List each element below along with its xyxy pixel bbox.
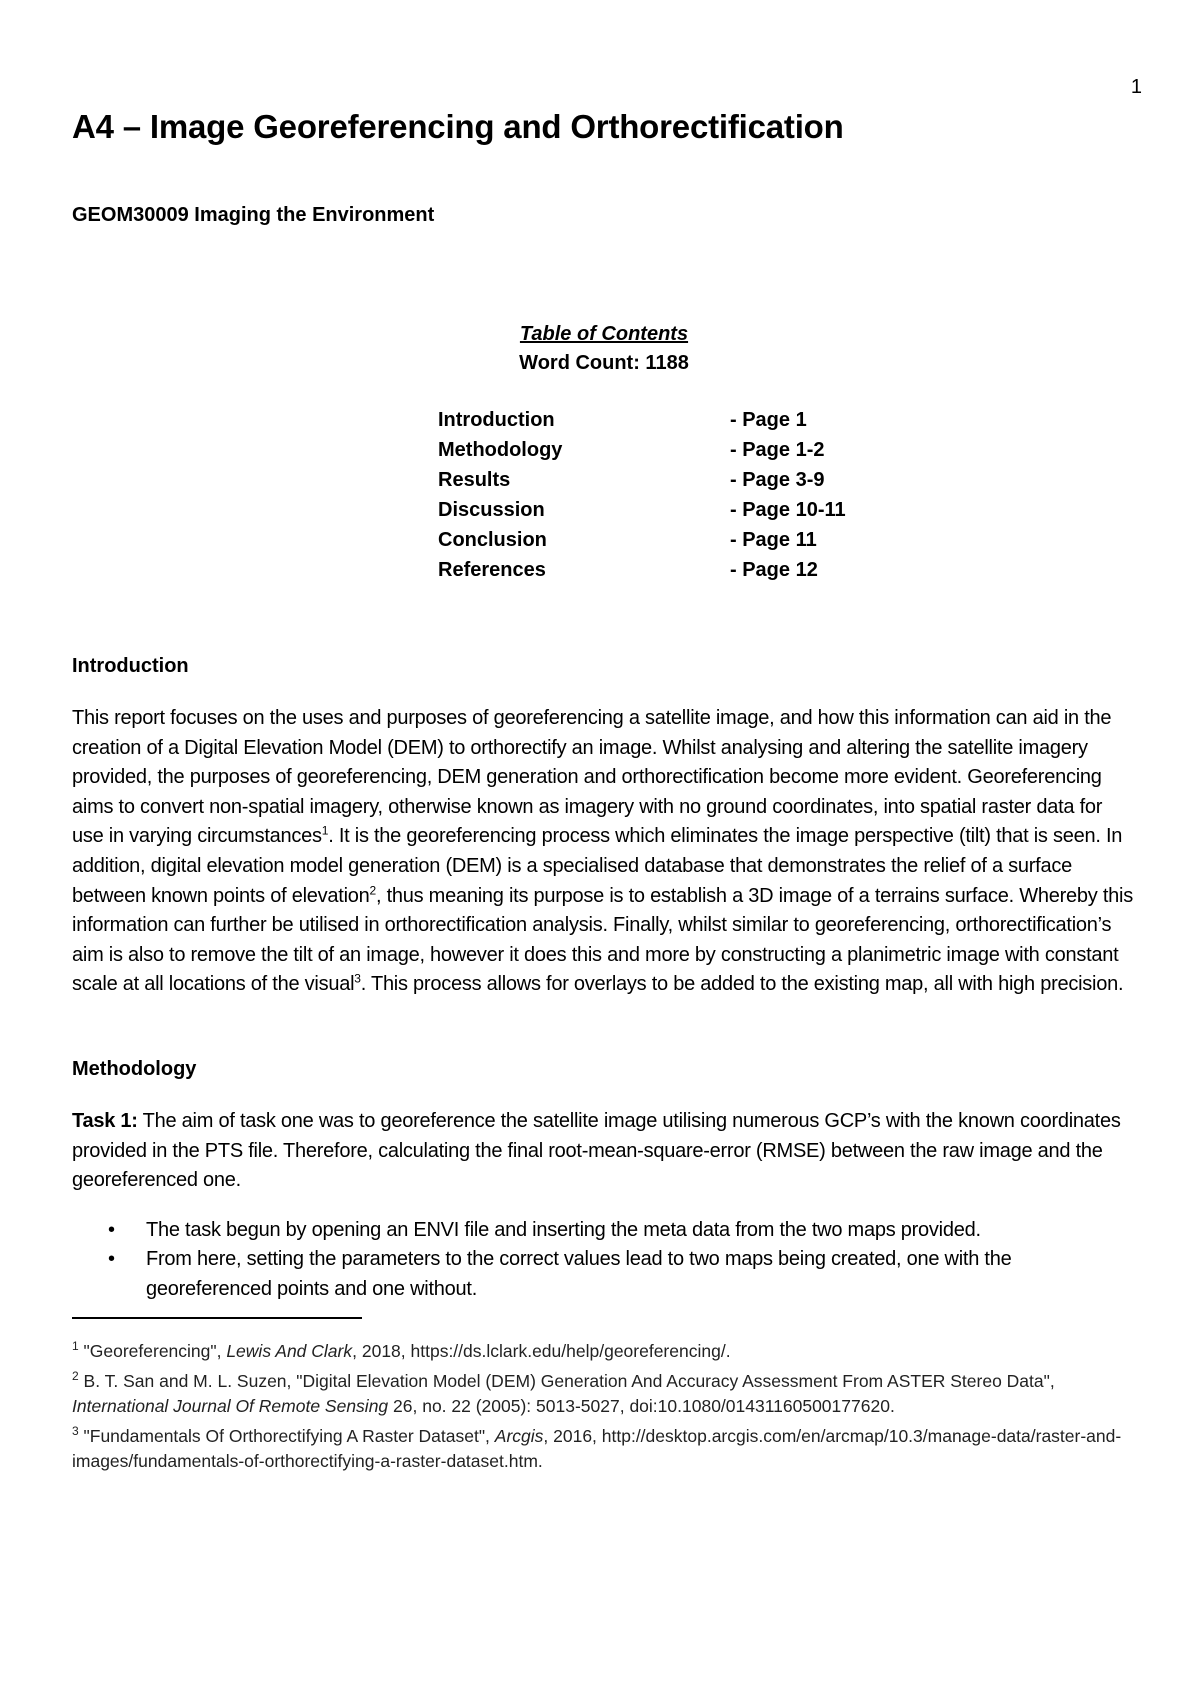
footnote-source: Arcgis (494, 1425, 544, 1446)
bullet-icon: • (108, 1218, 115, 1241)
footnote-source: International Journal Of Remote Sensing (72, 1395, 389, 1416)
bullet-icon: • (108, 1248, 115, 1271)
footnote-text: "Georeferencing", (78, 1340, 227, 1361)
subject-code: GEOM30009 Imaging the Environment (72, 204, 435, 226)
methodology-bullet-list (72, 1216, 1136, 1305)
footnote-text: "Fundamentals Of Orthorectifying A Raster Dataset", (78, 1425, 495, 1446)
footnote-text: , 2016, http://desktop.arcgis.com/en/arcmap/10.3/manage-data/raster-and-images/fundamentals-of-orthorectifying-a-raster-dataset.htm. (72, 1425, 1122, 1471)
toc-entry-page: - Page 10-11 (730, 499, 846, 521)
toc-entry (438, 465, 918, 495)
footnote-text: 26, no. 22 (2005): 5013-5027, doi:10.1080/01431160500177620. (388, 1395, 895, 1416)
intro-text-4: . This process allows for overlays to be added to the existing map, all with high precision. (360, 973, 1124, 996)
toc-entry-page: - Page 11 (730, 529, 817, 551)
footnote (72, 1369, 1136, 1419)
toc-entry (438, 525, 918, 555)
toc-entry-name: References (438, 559, 546, 581)
toc-entry-name: Introduction (438, 409, 555, 431)
footnote-number: 3 (72, 1423, 79, 1438)
footnote (72, 1424, 1136, 1474)
task-label: Task 1: (72, 1109, 138, 1132)
toc-entry (438, 435, 918, 465)
introduction-heading: Introduction (72, 655, 189, 677)
toc-entry-name: Methodology (438, 439, 563, 461)
document-body (72, 100, 1136, 1479)
list-item (72, 1216, 1136, 1246)
toc-entry-page: - Page 12 (730, 559, 818, 581)
table-of-contents (72, 323, 1136, 585)
footnote (72, 1339, 1136, 1364)
page-number: 1 (1130, 76, 1142, 98)
toc-entry-page: - Page 3-9 (730, 469, 825, 491)
footnote-source: Lewis And Clark (226, 1340, 353, 1361)
intro-text-2: . It is the georeferencing process which eliminates the image perspective (tilt) that is seen. In addition, digital elevation model generation (DEM) is a specialised database that demonstrates the relief of a surface between known points of elevation (72, 825, 1123, 907)
footnote-text: , 2018, https://ds.lclark.edu/help/georeferencing/. (352, 1340, 731, 1361)
toc-entry-page: - Page 1 (730, 409, 807, 431)
document-title: A4 – Image Georeferencing and Orthorectification (72, 108, 844, 145)
word-count: Word Count: 1188 (519, 352, 689, 374)
toc-entry-page: - Page 1-2 (730, 439, 825, 461)
intro-text-1: This report focuses on the uses and purposes of georeferencing a satellite image, and how this information can aid in the creation of a Digital Elevation Model (DEM) to orthorectify an image. Whilst analysing and altering the satellite imagery provided, the purposes of georeferencing, DEM generation and orthorectification become more evident. Georeferencing aims to convert non-spatial imagery, otherwise known as imagery with no ground coordinates, into spatial raster data for use in varying circumstances (72, 707, 1112, 848)
toc-entry (438, 405, 918, 435)
introduction-paragraph (72, 704, 1136, 1000)
task-text: The aim of task one was to georeference the satellite image utilising numerous GCP’s with the known coordinates provided in the PTS file. Therefore, calculating the final root-mean-square-error (RMSE) between the raw image and the georeferenced one. (72, 1109, 1121, 1192)
toc-entry (438, 555, 918, 585)
list-item-text: The task begun by opening an ENVI file and inserting the meta data from the two maps provided. (146, 1218, 981, 1241)
toc-heading: Table of Contents (519, 323, 689, 345)
toc-entry (438, 495, 918, 525)
footnote-separator (72, 1317, 362, 1319)
list-item-text: From here, setting the parameters to the correct values lead to two maps being created, one with the georeferenced points and one without. (146, 1248, 1012, 1300)
intro-text-3: , thus meaning its purpose is to establish a 3D image of a terrains surface. Whereby this information can further be utilised in orthorectification analysis. Finally, whilst similar to georeferencing, orthorectification’s aim is also to remove the tilt of an image, however it does this and more by constructing a planimetric image with constant scale at all locations of the visual (72, 884, 1133, 996)
toc-entry-name: Discussion (438, 499, 545, 521)
list-item (72, 1245, 1136, 1304)
footnote-ref-2: 2 (369, 882, 376, 897)
footnote-number: 2 (72, 1368, 79, 1383)
footnotes (72, 1339, 1136, 1474)
toc-entry-name: Results (438, 469, 511, 491)
toc-list (438, 405, 918, 585)
footnote-ref-3: 3 (354, 971, 361, 986)
footnote-text: B. T. San and M. L. Suzen, "Digital Elevation Model (DEM) Generation And Accuracy Assessment From ASTER Stereo Data", (78, 1370, 1055, 1391)
footnote-number: 1 (72, 1338, 79, 1353)
methodology-heading: Methodology (72, 1057, 197, 1080)
footnote-ref-1: 1 (321, 823, 329, 838)
task-1-paragraph (72, 1107, 1136, 1196)
toc-entry-name: Conclusion (438, 529, 547, 551)
